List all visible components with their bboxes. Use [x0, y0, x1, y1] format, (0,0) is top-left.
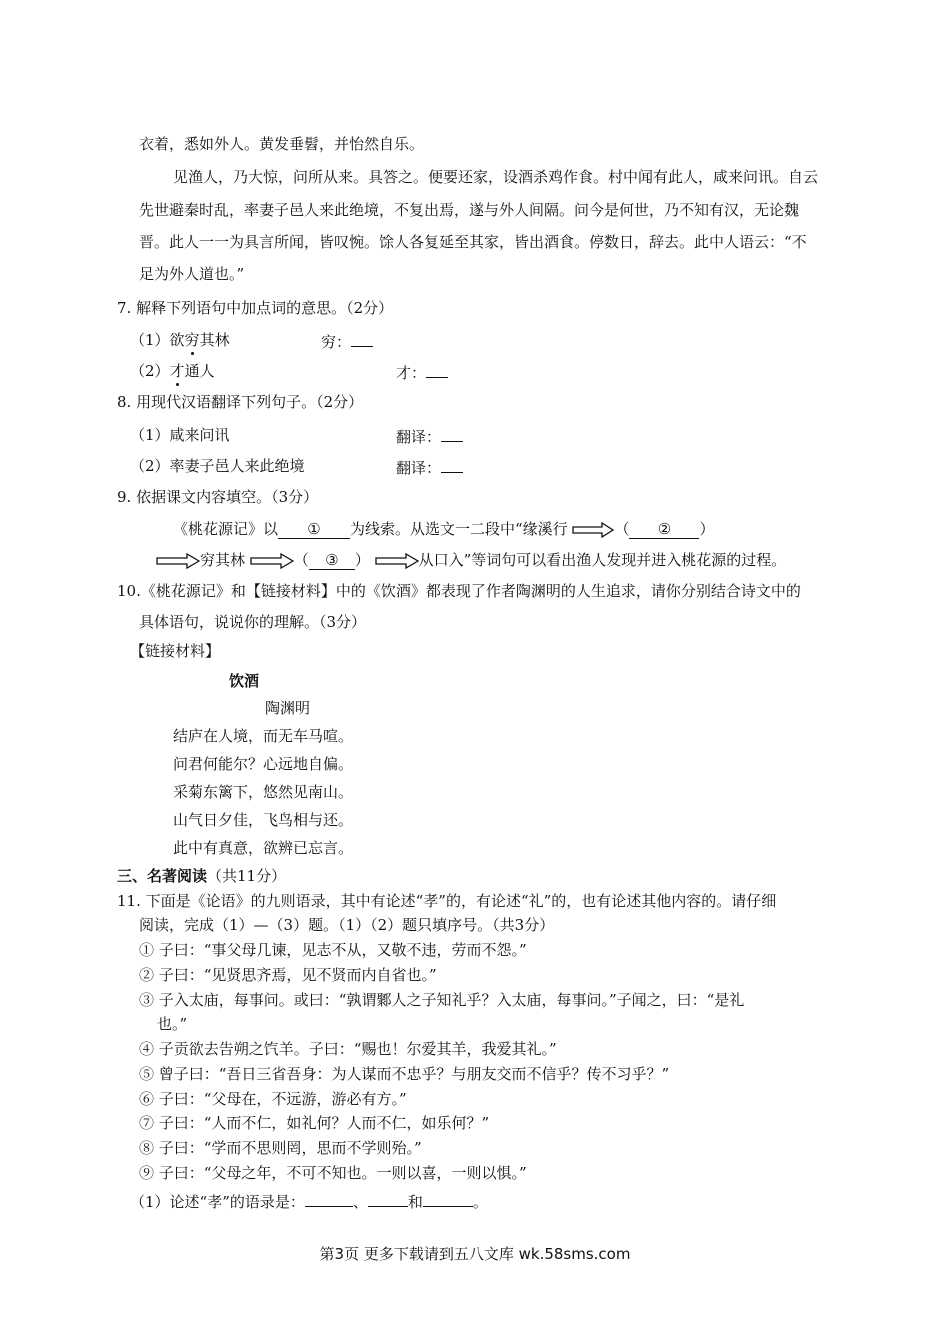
answer-label — [396, 426, 463, 446]
separator: 、 — [352, 1193, 368, 1211]
q9-text: （ — [293, 551, 309, 569]
question-9-line-1 — [173, 520, 715, 539]
quote-item: ⑨ 子曰：“父母之年，不可不知也。一则以喜，一则以惧。” — [139, 1164, 527, 1182]
q9-text: 穷其林 — [200, 551, 246, 569]
question-11-sub-1 — [130, 1191, 488, 1211]
answer-label — [321, 331, 373, 351]
answer-blank[interactable] — [368, 1191, 408, 1207]
material-label: 【链接材料】 — [130, 642, 221, 660]
question-7-item-1 — [130, 331, 230, 349]
q9-text: 从口入”等词句可以看出渔人发现并进入桃花源的过程。 — [418, 551, 787, 569]
poem-line: 结庐在人境，而无车马喧。 — [173, 727, 354, 745]
answer-blank[interactable] — [351, 331, 373, 347]
section-score: （共11分） — [207, 867, 287, 885]
answer-blank[interactable] — [426, 362, 448, 378]
question-7-stem: 7. 解释下列语句中加点词的意思。（2分） — [117, 299, 394, 317]
q9-text: ） — [354, 551, 370, 569]
quote-item: ② 子曰：“见贤思齐焉，见不贤而内自省也。” — [139, 966, 437, 984]
separator: 和 — [407, 1193, 423, 1211]
question-7-item-2 — [130, 362, 215, 380]
sub-question-text: （1）论述“孝”的语录是： — [130, 1193, 305, 1211]
answer-blank[interactable] — [441, 457, 463, 473]
passage-line: 见渔人，乃大惊，问所从来。具答之。便要还家，设酒杀鸡作食。村中闻有此人，咸来问讯。自云 — [173, 168, 819, 186]
quote-item: ⑤ 曾子曰：“吾日三省吾身：为人谋而不忠乎？与朋友交而不信乎？传不习乎？” — [139, 1065, 670, 1083]
poem-author: 陶渊明 — [265, 699, 311, 717]
poem-line: 采菊东篱下，悠然见南山。 — [173, 783, 354, 801]
question-9-line-2 — [156, 551, 786, 570]
question-8-item-2: （2）率妻子邑人来此绝境 — [130, 457, 305, 475]
answer-blank[interactable] — [423, 1191, 473, 1207]
dotted-word: 穷 — [184, 331, 200, 349]
passage-line: 晋。此人一一为具言所闻，皆叹惋。馀人各复延至其家，皆出酒食。停数日，辞去。此中人语云：“不 — [139, 233, 807, 251]
blank-circle-1[interactable]: ① — [278, 520, 350, 539]
quote-item: ④ 子贡欲去告朔之饩羊。子曰：“赐也！尔爱其羊，我爱其礼。” — [139, 1040, 557, 1058]
item-text: （2） — [130, 362, 170, 380]
answer-label-text: 才： — [396, 364, 427, 382]
poem-line: 此中有真意，欲辨已忘言。 — [173, 839, 354, 857]
question-8-stem: 8. 用现代汉语翻译下列句子。（2分） — [117, 393, 364, 411]
item-text: 其林 — [199, 331, 230, 349]
arrow-right-icon — [250, 553, 294, 569]
q9-text: （ — [614, 520, 630, 538]
section-title: 三、名著阅读 — [117, 867, 208, 885]
quote-item: ③ 子入太庙，每事问。或曰：“孰谓鄹人之子知礼乎？入太庙，每事问。”子闻之，曰：“是礼 — [139, 991, 745, 1009]
quote-item: 也。” — [157, 1015, 188, 1033]
item-text: 通人 — [184, 362, 215, 380]
page-footer: 第3页 更多下载请到五八文库 wk.58sms.com — [319, 1245, 631, 1263]
answer-label — [396, 457, 463, 477]
blank-circle-2[interactable]: ② — [629, 520, 699, 539]
poem-title: 饮酒 — [229, 672, 260, 690]
q9-text: ） — [699, 520, 715, 538]
dotted-word: 才 — [169, 362, 185, 380]
question-11-stem: 11. 下面是《论语》的九则语录，其中有论述“孝”的，有论述“礼”的，也有论述其他内容的。请仔细 — [117, 892, 777, 910]
q9-text: 《桃花源记》以 — [173, 520, 279, 538]
question-10-stem: 10.《桃花源记》和【链接材料】中的《饮酒》都表现了作者陶渊明的人生追求，请你分别结合诗文中的 — [117, 582, 801, 600]
q9-text: 为线索。从选文一二段中“缘溪行 — [350, 520, 568, 538]
quote-item: ⑥ 子曰：“父母在，不远游，游必有方。” — [139, 1090, 407, 1108]
arrow-right-icon — [375, 553, 419, 569]
poem-line: 山气日夕佳，飞鸟相与还。 — [173, 811, 354, 829]
quote-item: ⑦ 子曰：“人而不仁，如礼何？人而不仁，如乐何？” — [139, 1114, 490, 1132]
section-heading — [117, 867, 286, 885]
answer-label-text: 翻译： — [396, 459, 442, 477]
answer-label-text: 穷： — [321, 333, 352, 351]
answer-label — [396, 362, 448, 382]
answer-label-text: 翻译： — [396, 428, 442, 446]
arrow-right-icon — [572, 522, 614, 538]
answer-blank[interactable] — [441, 426, 463, 442]
passage-line: 先世避秦时乱，率妻子邑人来此绝境，不复出焉，遂与外人间隔。问今是何世，乃不知有汉，无论魏 — [139, 201, 800, 219]
item-text: （1）欲 — [130, 331, 185, 349]
passage-line: 足为外人道也。” — [139, 265, 245, 283]
question-10-stem: 具体语句，说说你的理解。（3分） — [139, 613, 367, 631]
blank-circle-3[interactable]: ③ — [309, 551, 355, 570]
poem-line: 问君何能尔？心远地自偏。 — [173, 755, 354, 773]
quote-item: ⑧ 子曰：“学而不思则罔，思而不学则殆。” — [139, 1139, 422, 1157]
answer-blank[interactable] — [305, 1191, 353, 1207]
arrow-right-icon — [156, 553, 200, 569]
passage-line: 衣着，悉如外人。黄发垂髫，并怡然自乐。 — [139, 135, 425, 153]
question-11-stem: 阅读，完成（1）—（3）题。（1）（2）题只填序号。（共3分） — [139, 916, 555, 934]
separator: 。 — [472, 1193, 488, 1211]
question-9-stem: 9. 依据课文内容填空。（3分） — [117, 488, 319, 506]
question-8-item-1: （1）咸来问讯 — [130, 426, 230, 444]
quote-item: ① 子曰：“事父母几谏，见志不从，又敬不违，劳而不怨。” — [139, 941, 527, 959]
